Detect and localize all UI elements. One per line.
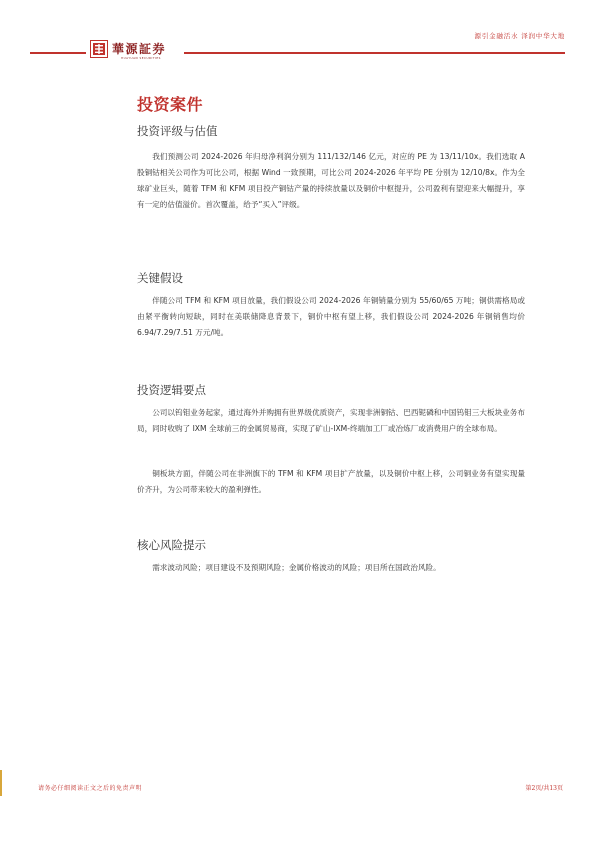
paragraph-assumptions: 伴随公司 TFM 和 KFM 项目放量，我们假设公司 2024-2026 年铜销量分别为 55/60/65 万吨；铜供需格局或由紧平衡转向短缺，同时在美联储降息背景下，铜价中枢有望上移，我们假设公司 2024-2026 年铜销售均价 6.94/7.29/7.51 万元/吨。 (137, 296, 525, 337)
section-heading-valuation: 投资评级与估值 (137, 124, 218, 138)
paragraph-valuation: 我们预测公司 2024-2026 年归母净利润分别为 111/132/146 亿元，对应的 PE 为 13/11/10x。我们选取 A 股铜钴相关公司作为可比公司，根据 Wind 一致预期，可比公司 2024-2026 年平均 PE 分别为 12/10/8x。作为全球矿业巨头，随着 TFM 和 KFM 项目投产铜钴产量的持续放量以及铜价中枢提升，公司盈利有望迎来大幅提升，享有一定的估值溢价。首次覆盖，给予“买入”评级。 (137, 152, 525, 209)
rule-left (30, 52, 86, 54)
rule-right (184, 52, 565, 54)
paragraph-logic-1: 公司以钨钼业务起家，通过海外并购拥有世界级优质资产，实现非洲铜钴、巴西铌磷和中国钨钼三大板块业务布局，同时收购了 IXM 全球前三的金属贸易商，实现了矿山-IXM-终端加工厂或冶炼厂或消费用户的全球布局。 (137, 408, 525, 433)
section-heading-logic: 投资逻辑要点 (137, 383, 206, 397)
brand-name-en: HUAYUAN SECURITIES (121, 56, 161, 60)
page-title: 投资案件 (137, 95, 204, 114)
footer-disclaimer: 请务必仔细阅读正文之后的免责声明 (38, 785, 143, 792)
paragraph-risks: 需求波动风险；项目建设不及预期风险；金属价格波动的风险；项目所在国政治风险。 (152, 563, 441, 572)
section-heading-assumptions: 关键假设 (137, 271, 183, 285)
brand-logo-icon (90, 40, 108, 58)
paragraph-logic-2: 铜板块方面，伴随公司在非洲旗下的 TFM 和 KFM 项目扩产放量，以及铜价中枢上移，公司铜业务有望实现量价齐升，为公司带来较大的盈利弹性。 (137, 469, 525, 494)
page-number: 第2页/共13页 (525, 785, 563, 792)
header-slogan: 源引金融活水 泽润中华大地 (474, 32, 565, 40)
brand-name-cn: 華源証券 (112, 42, 167, 56)
section-heading-risks: 核心风险提示 (137, 538, 206, 552)
footer-accent-bar (0, 770, 2, 796)
